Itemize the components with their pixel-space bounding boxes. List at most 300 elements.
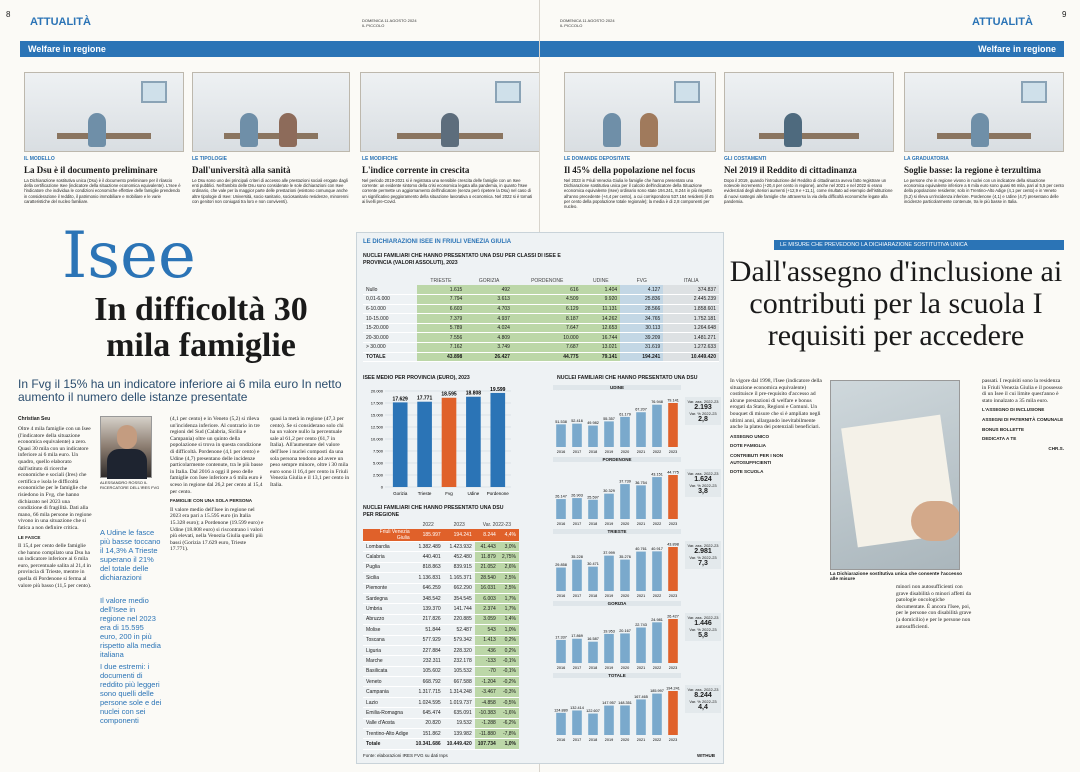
panel-value-label: 24.981 [651, 617, 663, 622]
x-tick-label: 2019 [604, 594, 614, 598]
table-subtitle-classes: NUCLEI FAMILIARI CHE HANNO PRESENTATO UNA DSU PER CLASSI DI ISEE E PROVINCIA (VALORI ASSOLUTI), 2023 [363, 253, 561, 266]
panel-value-label: 147.957 [602, 701, 616, 706]
table-cell: 107.734 [475, 739, 499, 749]
panel-bar [668, 691, 678, 735]
x-tick-label: 2019 [604, 522, 614, 526]
table-row [363, 285, 719, 295]
panel-bar [652, 622, 662, 663]
table-row [363, 583, 519, 593]
table-cell: 7.379 [417, 314, 466, 324]
x-tick-label: 2017 [572, 522, 582, 526]
table-cell: 1,4% [499, 614, 519, 624]
table-cell: 12.653 [581, 323, 620, 333]
panel-value-label: 25.597 [587, 495, 599, 500]
table-cell: 616 [513, 285, 582, 295]
section-title: ATTUALITÀ [30, 16, 91, 28]
panel-value-label: 67.207 [635, 407, 647, 412]
x-tick-label: 2019 [604, 666, 614, 670]
table-cell: Molise [363, 625, 413, 635]
panel-name: UDINE [553, 385, 681, 390]
x-tick-label: 2017 [572, 666, 582, 670]
table-row [363, 304, 719, 314]
x-tick-label: 2020 [620, 594, 630, 598]
table-cell: -1,6% [499, 708, 519, 718]
panel-value-label: 29.858 [555, 563, 567, 568]
box-model: IL MODELLO La Dsu è il documento preliminare La Dichiarazione sostitutiva unica (Dsu) è il documento preliminare per il rilascio della certificazione Isee (indicatore della situazione economica equivalente). L'Isee è l'indicatore che individua le condizioni economiche effettive delle famiglie prendendo in considerazione il reddito, il patrimonio immobiliare e mobiliare e le varie caratteristiche del nucleo familiare. [24, 156, 181, 204]
table-row [363, 708, 519, 718]
x-tick-label: 2017 [572, 594, 582, 598]
table-cell: 20.820 [413, 718, 444, 728]
table-cell: 105.532 [444, 666, 475, 676]
panel-bar [556, 499, 566, 519]
table-cell: 0,2% [499, 645, 519, 655]
category-label: Pordenone [486, 491, 509, 496]
x-tick-label: 2016 [556, 522, 566, 526]
panel-bar [620, 705, 630, 735]
table-cell: -0,1% [499, 666, 519, 676]
table-row [363, 542, 519, 552]
x-tick-label: 2022 [652, 594, 662, 598]
classes-header: GORIZIA [478, 278, 500, 284]
x-tick-label: 2023 [668, 738, 678, 742]
x-tick-label: 2016 [556, 738, 566, 742]
right-headline: Dall'assegno d'inclusione ai contributi per la scuola I requisiti per accedere [729, 255, 1063, 352]
panel-bar [652, 551, 662, 591]
panel-value-label: 26.903 [571, 493, 583, 498]
var-pct-label: Var. % 2022-23 [689, 627, 717, 632]
table-row [363, 677, 519, 687]
table-cell: 185.997 [413, 529, 444, 542]
regions-header: 2023 [453, 522, 465, 528]
table-cell: 31.619 [620, 343, 663, 353]
illustration-ranking [904, 72, 1064, 152]
table-cell: 10.449.420 [663, 352, 719, 362]
table-cell: Friuli Venezia Giulia [363, 529, 413, 542]
table-cell: -4.858 [475, 697, 499, 707]
x-tick-label: 2021 [636, 450, 646, 454]
var-abs-label: Var. ass. 2022-23 [687, 399, 719, 404]
y-tick-label: 17.500 [370, 400, 383, 406]
table-cell: 7.162 [417, 343, 466, 353]
x-tick-label: 2023 [668, 450, 678, 454]
panel-bar [588, 642, 598, 663]
x-tick-label: 2022 [652, 666, 662, 670]
var-abs-value: 2.193 [694, 404, 712, 411]
panel-bar [572, 710, 582, 735]
panel-value-label: 35.228 [571, 555, 583, 560]
x-tick-label: 2017 [572, 738, 582, 742]
classes-header: ITALIA [683, 278, 699, 284]
panel-chart [553, 393, 683, 457]
table-cell: 16.031 [475, 583, 499, 593]
var-abs-label: Var. ass. 2022-23 [687, 471, 719, 476]
x-tick-label: 2023 [668, 666, 678, 670]
table-cell: 141.744 [444, 604, 475, 614]
panel-value-label: 122.607 [586, 709, 600, 714]
x-tick-label: 2018 [588, 522, 598, 526]
x-tick-label: 2021 [636, 666, 646, 670]
var-abs-label: Var. ass. 2022-23 [687, 615, 719, 620]
table-cell: 2.445.239 [663, 295, 719, 305]
table-cell: 1.314.248 [444, 687, 475, 697]
table-cell: 44.775 [513, 352, 582, 362]
chart-subtitle-bar: ISEE MEDIO PER PROVINCIA (EURO), 2023 [363, 375, 470, 381]
y-tick-label: 20.000 [370, 388, 383, 394]
panel-value-label: 37.739 [619, 479, 631, 484]
table-cell: 194.241 [444, 529, 475, 542]
table-cell: 1,0% [499, 625, 519, 635]
table-cell: Trentino-Alto Adige [363, 729, 413, 739]
table-cell: 217.826 [413, 614, 444, 624]
panel-value-label: 26.147 [555, 494, 567, 499]
y-tick-label: 0 [380, 484, 383, 490]
table-cell: 14.262 [581, 314, 620, 324]
category-label: Udine [467, 491, 480, 496]
panel-bar [556, 713, 566, 735]
source-note: Fonte: elaborazioni IRES FVG su dati Inps [363, 753, 448, 758]
dsu-panel [553, 673, 723, 745]
panel-bar [588, 426, 598, 447]
x-tick-label: 2021 [636, 738, 646, 742]
panel-bar [668, 619, 678, 663]
x-tick-label: 2023 [668, 522, 678, 526]
variation-box [685, 613, 721, 641]
credit: WITHUB [697, 753, 715, 758]
panel-value-label: 30.329 [603, 489, 615, 494]
table-cell: 7.647 [513, 323, 582, 333]
table-row [363, 625, 519, 635]
table-cell: 1,7% [499, 593, 519, 603]
table-row [363, 635, 519, 645]
x-tick-label: 2022 [652, 450, 662, 454]
table-cell: 646.259 [413, 583, 444, 593]
panel-value-label: 185.997 [650, 689, 664, 694]
table-cell: Lombardia [363, 542, 413, 552]
bar [442, 398, 457, 487]
var-pct-label: Var. % 2022-23 [689, 483, 717, 488]
panel-bar [572, 639, 582, 663]
table-cell: 19.532 [444, 718, 475, 728]
classes-table [363, 277, 719, 362]
bar [393, 402, 408, 487]
right-body-column-2: minori non autosufficienti con grave disabilità o minori affetti da patologie oncologiche documentate. È ancora l'Isee, poi, per le persone con disabilità grave (a domicilio) e per le persone non autosufficienti. [896, 584, 972, 630]
panel-value-label: 79.141 [667, 398, 679, 403]
table-row [363, 645, 519, 655]
var-abs-label: Var. ass. 2022-23 [687, 687, 719, 692]
table-cell: TOTALE [363, 352, 417, 362]
table-row [363, 697, 519, 707]
y-tick-label: 12.500 [370, 424, 383, 430]
table-cell: 839.915 [444, 562, 475, 572]
panel-bar [572, 498, 582, 519]
x-tick-label: 2018 [588, 450, 598, 454]
panel-value-label: 17.869 [571, 634, 583, 639]
table-cell: 10.449.420 [444, 739, 475, 749]
pull-quote-3: I due estremi: i documenti di reddito più leggeri sono quelli delle persone sole e dei nuclei con sei componenti [100, 662, 162, 725]
panel-value-label: 148.351 [618, 700, 632, 705]
table-cell: 52.487 [444, 625, 475, 635]
table-cell: 194.241 [620, 352, 663, 362]
infographic-title: LE DICHIARAZIONI ISEE IN FRIULI VENEZIA GIULIA [363, 239, 512, 245]
dsu-panel [553, 529, 723, 601]
page-number: 9 [1062, 10, 1067, 19]
table-cell: > 30.000 [363, 343, 417, 353]
panel-bar [620, 633, 630, 663]
illustration-model [24, 72, 184, 152]
table-cell: Emilia-Romagna [363, 708, 413, 718]
table-cell: 39.209 [620, 333, 663, 343]
deck: In Fvg il 15% ha un indicatore inferiore ai 6 mila euro In netto aumento il numero delle istanze presentate [18, 377, 342, 404]
x-tick-label: 2023 [668, 594, 678, 598]
table-cell: 1.752.181 [663, 314, 719, 324]
form-photo [830, 380, 960, 570]
section-bar: Welfare in regione [540, 41, 1064, 57]
table-cell: 0,2% [499, 635, 519, 645]
panel-value-label: 30.471 [587, 562, 599, 567]
x-tick-label: 2020 [620, 522, 630, 526]
table-row [363, 343, 719, 353]
panel-value-label: 40.917 [651, 546, 663, 551]
panel-value-label: 36.754 [635, 480, 647, 485]
right-body-column-3: passati. I requisiti sono la residenza in Friuli Venezia Giulia e il possesso di un Isee il cui limite quest'anno è stato innalzato a 35 mila euro. L'ASSEGNO DI INCLUSIONE ASSEGNI DI PATERNITÀ COMUNALE BONUS BOLLETTE DEDICATA A TE CHR.S. [982, 378, 1064, 451]
x-tick-label: 2018 [588, 666, 598, 670]
table-row [363, 333, 719, 343]
bar-value-label: 17.771 [416, 395, 433, 402]
table-row [363, 656, 519, 666]
bar-value-label: 18.595 [441, 391, 457, 398]
table-cell: 4.024 [465, 323, 513, 333]
illustration-costs [724, 72, 894, 152]
body-column-2: (4,1 per cento) e in Veneto (5,2) si rileva un'incidenza inferiore. Al contrario in tre regioni del Sud (Calabria, Sicilia e Campania) oltre un quinto della popolazione si trova in questa condizione di difficoltà. Pordenone (4,1 per cento) e Udine (4,7) presentano delle incidenze particolarmente contenute, tra le più basse in Italia. Dal 2016 a oggi il peso delle famiglie con Isee inferiore a 6 mila euro è sceso in regione dal 26,2 per cento al 15,4 per cento. FAMIGLIE CON UNA SOLA PERSONA Il valore medio dell'Isee in regione nel 2023 era pari a 15.595 euro (in Italia 15.328 euro); a Pordenone (19.599 euro) e Udine (18.808 euro) si riscontrano i valori più elevati, nella Venezia Giulia quelli più bassi (Gorizia 17.629 euro, Trieste 17.771). [170, 416, 264, 553]
x-tick-label: 2022 [652, 738, 662, 742]
table-row [363, 295, 719, 305]
table-cell: -133 [475, 656, 499, 666]
table-cell: -70 [475, 666, 499, 676]
table-cell: 0,01-6.000 [363, 295, 417, 305]
panel-bar [556, 568, 566, 591]
main-title: Isee [62, 219, 196, 293]
panel-chart [553, 681, 683, 745]
table-cell: 1.019.737 [444, 697, 475, 707]
table-cell: -7,8% [499, 729, 519, 739]
table-cell: 1.165.371 [444, 573, 475, 583]
panel-value-label: 49.982 [587, 421, 599, 426]
table-cell: 4.937 [465, 314, 513, 324]
table-cell: 543 [475, 625, 499, 635]
dsu-panel [553, 601, 723, 673]
table-cell: Nullo [363, 285, 417, 295]
panel-bar [668, 403, 678, 447]
panel-chart [553, 465, 683, 529]
table-cell: 1.615 [417, 285, 466, 295]
table-cell: 227.884 [413, 645, 444, 655]
body-column-1: Oltre 4 mila famiglie con un Isee (l'indicatore della situazione economica equivalente) a zero. Quasi 30 mila con un indicatore inferiore ai 6 mila euro. Un quadro, quello elaborato dall'istituto di ricerche economiche e sociali (Ires) che certifica e isola le difficoltà economiche per le famiglie che risiedono in Fvg, che hanno dichiarato nel 2023 una condizione di fragilità. Dati alla mano, 66 mila persone in regione vivono in una situazione che si fatica a non definire critica. LE FASCE Il 15,4 per cento delle famiglie che hanno compilato una Dsu ha un indicatore inferiore ai 6 mila euro, percentuale salita al 21,4 in provincia di Trieste, mentre in quella di Pordenone si ferma al valore più basso (11,5 per cento). [18, 426, 92, 589]
classes-header: PORDENONE [531, 278, 564, 284]
panel-bar [636, 699, 646, 735]
bar [466, 397, 481, 487]
table-cell: 220.885 [444, 614, 475, 624]
panel-value-label: 35.276 [619, 555, 631, 560]
panel-value-label: 194.241 [666, 686, 680, 691]
table-cell: -0,2% [499, 677, 519, 687]
panel-bar [668, 547, 678, 591]
table-row [363, 614, 519, 624]
x-tick-label: 2016 [556, 666, 566, 670]
photo-caption: ALESSANDRO ROSSO IL RICERCATORE DELL'IRES FVG [100, 480, 160, 490]
var-abs-value: 1.446 [694, 620, 712, 627]
page-number: 8 [6, 10, 11, 19]
main-headline: In difficoltà 30 mila famiglie [94, 291, 308, 364]
variation-box [685, 469, 721, 497]
table-cell: 3.613 [465, 295, 513, 305]
y-tick-label: 15.000 [370, 412, 383, 418]
panel-name: TRIESTE [553, 529, 681, 534]
bar-value-label: 18.808 [465, 390, 482, 397]
panel-value-label: 44.775 [667, 470, 679, 475]
table-cell: 4.509 [513, 295, 582, 305]
panel-value-label: 43.151 [651, 472, 663, 477]
table-cell: 43.898 [417, 352, 466, 362]
table-row [363, 604, 519, 614]
table-cell: -0,3% [499, 687, 519, 697]
box-ranking: LA GRADUATORIA Soglie basse: la regione è terzultima Le persone che in regione vivono in nuclei con un indicatore della situazione economica equivalente inferiore a 6 mila euro sono quasi 66 mila, pari al 5,5 per cento della popolazione residente; solo in Trentino-Alto Adige (4,1 per cento) e in Veneto (5,2) si rileva un'incidenza inferiore. Pordenone (4,1) e Udine (4,7) presentano delle incidenze particolarmente contenute, tra le più basse in Italia. [904, 156, 1064, 204]
panel-bar [556, 640, 566, 663]
panel-name: PORDENONE [553, 457, 681, 462]
table-cell: 2,5% [499, 573, 519, 583]
table-row [363, 739, 519, 749]
panel-bar [572, 560, 582, 591]
illustration-requests [564, 72, 716, 152]
x-tick-label: 2016 [556, 594, 566, 598]
x-tick-label: 2022 [652, 522, 662, 526]
panel-value-label: 55.357 [603, 416, 615, 421]
table-cell: 440.401 [413, 552, 444, 562]
average-isee-bar-chart [363, 383, 513, 503]
table-cell: 6-10.000 [363, 304, 417, 314]
panel-value-label: 43.898 [667, 542, 679, 547]
infographic [356, 232, 724, 764]
panel-bar [652, 477, 662, 519]
table-cell: 7.794 [417, 295, 466, 305]
table-cell: 105.602 [413, 666, 444, 676]
table-cell: 41.443 [475, 542, 499, 552]
table-cell: 51.844 [413, 625, 444, 635]
table-cell: 354.545 [444, 593, 475, 603]
regions-header: 2022 [422, 522, 434, 528]
table-cell: 1.413 [475, 635, 499, 645]
y-tick-label: 5.000 [372, 460, 383, 466]
table-cell: 818.863 [413, 562, 444, 572]
table-cell: 34.765 [620, 314, 663, 324]
panel-chart [553, 537, 683, 601]
panel-value-label: 167.465 [634, 694, 648, 699]
panel-value-label: 76.948 [651, 400, 663, 405]
table-cell: -11.880 [475, 729, 499, 739]
panel-value-label: 20.167 [619, 628, 631, 633]
table-cell: Abruzzo [363, 614, 413, 624]
panel-value-label: 52.416 [571, 419, 583, 424]
table-cell: 2,6% [499, 562, 519, 572]
table-cell: 1.382.489 [413, 542, 444, 552]
byline: Christian Seu [18, 416, 51, 422]
table-cell: 1.264.648 [663, 323, 719, 333]
table-cell: 4,4% [499, 529, 519, 542]
table-cell: 4.127 [620, 285, 663, 295]
pull-quote-1: A Udine le fasce più basse toccano il 14,3% A Trieste superano il 21% del totale delle dichiarazioni [100, 528, 161, 582]
publication-date: DOMENICA 11 AGOSTO 2024 IL PICCOLO [362, 18, 417, 28]
panel-bar [604, 556, 614, 591]
table-cell: -10.383 [475, 708, 499, 718]
panel-bar [636, 552, 646, 591]
panel-name: GORIZIA [553, 601, 681, 606]
dsu-panels [553, 385, 723, 755]
table-cell: 374.837 [663, 285, 719, 295]
table-cell: 7.556 [417, 333, 466, 343]
panel-bar [588, 567, 598, 591]
publication-date: DOMENICA 11 AGOSTO 2024 IL PICCOLO [560, 18, 615, 28]
table-cell: 10-15.000 [363, 314, 417, 324]
table-cell: Sardegna [363, 593, 413, 603]
bar [490, 393, 505, 487]
panel-value-label: 61.179 [619, 412, 631, 417]
table-cell: -0,1% [499, 656, 519, 666]
table-cell: 6.003 [475, 593, 499, 603]
panel-value-label: 22.743 [635, 622, 647, 627]
panel-bar [604, 634, 614, 663]
illustration-changes [360, 72, 540, 152]
section-title: ATTUALITÀ [972, 16, 1033, 28]
x-tick-label: 2017 [572, 450, 582, 454]
table-cell: 9.920 [581, 295, 620, 305]
box-changes: LE MODIFICHE L'indice corrente in crescita Nel periodo 2019-2021 si è registrata una sensibile crescita delle famiglie con un Isee corrente: un evidente sintomo della crisi economica legata alla pandemia, in quanto l'Isee corrente permette un aggiornamento dell'indicatore (senza però ripetere la Dsu) nel caso di un significativo peggioramento della situazione lavorativa o economica. Nel 2022 si è tornati ai livelli pre-Covid. [362, 156, 533, 204]
table-cell: 15-20.000 [363, 323, 417, 333]
y-tick-label: 10.000 [370, 436, 383, 442]
table-row [363, 573, 519, 583]
classes-header [363, 277, 417, 285]
panel-value-label: 26.427 [667, 614, 679, 619]
table-cell: 26.427 [465, 352, 513, 362]
table-cell: 492 [465, 285, 513, 295]
var-pct-value: 3,8 [698, 488, 708, 495]
var-pct-label: Var. % 2022-23 [689, 555, 717, 560]
panel-bar [588, 500, 598, 519]
table-cell: 1.858.601 [663, 304, 719, 314]
table-cell: 1.423.932 [444, 542, 475, 552]
table-cell: 662.290 [444, 583, 475, 593]
table-cell: 232.311 [413, 656, 444, 666]
table-cell: 452.480 [444, 552, 475, 562]
pull-quote-2: Il valore medio dell'Isee in regione nel 2023 era di 15.595 euro, 200 in più rispetto alla media italiana [100, 596, 161, 659]
panel-bar [604, 421, 614, 447]
table-cell: 11.879 [475, 552, 499, 562]
table-cell: Campania [363, 687, 413, 697]
table-cell: 4.703 [465, 304, 513, 314]
var-pct-label: Var. % 2022-23 [689, 699, 717, 704]
panel-bar [556, 424, 566, 447]
panel-bar [620, 560, 630, 591]
table-cell: 151.862 [413, 729, 444, 739]
table-cell: -3.467 [475, 687, 499, 697]
table-cell: 3.059 [475, 614, 499, 624]
table-cell: 2.374 [475, 604, 499, 614]
variation-box [685, 397, 721, 425]
panel-bar [636, 412, 646, 447]
var-pct-value: 2,8 [698, 416, 708, 423]
category-label: Fvg [445, 491, 453, 496]
table-cell: 28.566 [620, 304, 663, 314]
panel-value-label: 124.880 [554, 708, 568, 713]
panel-bar [652, 405, 662, 447]
